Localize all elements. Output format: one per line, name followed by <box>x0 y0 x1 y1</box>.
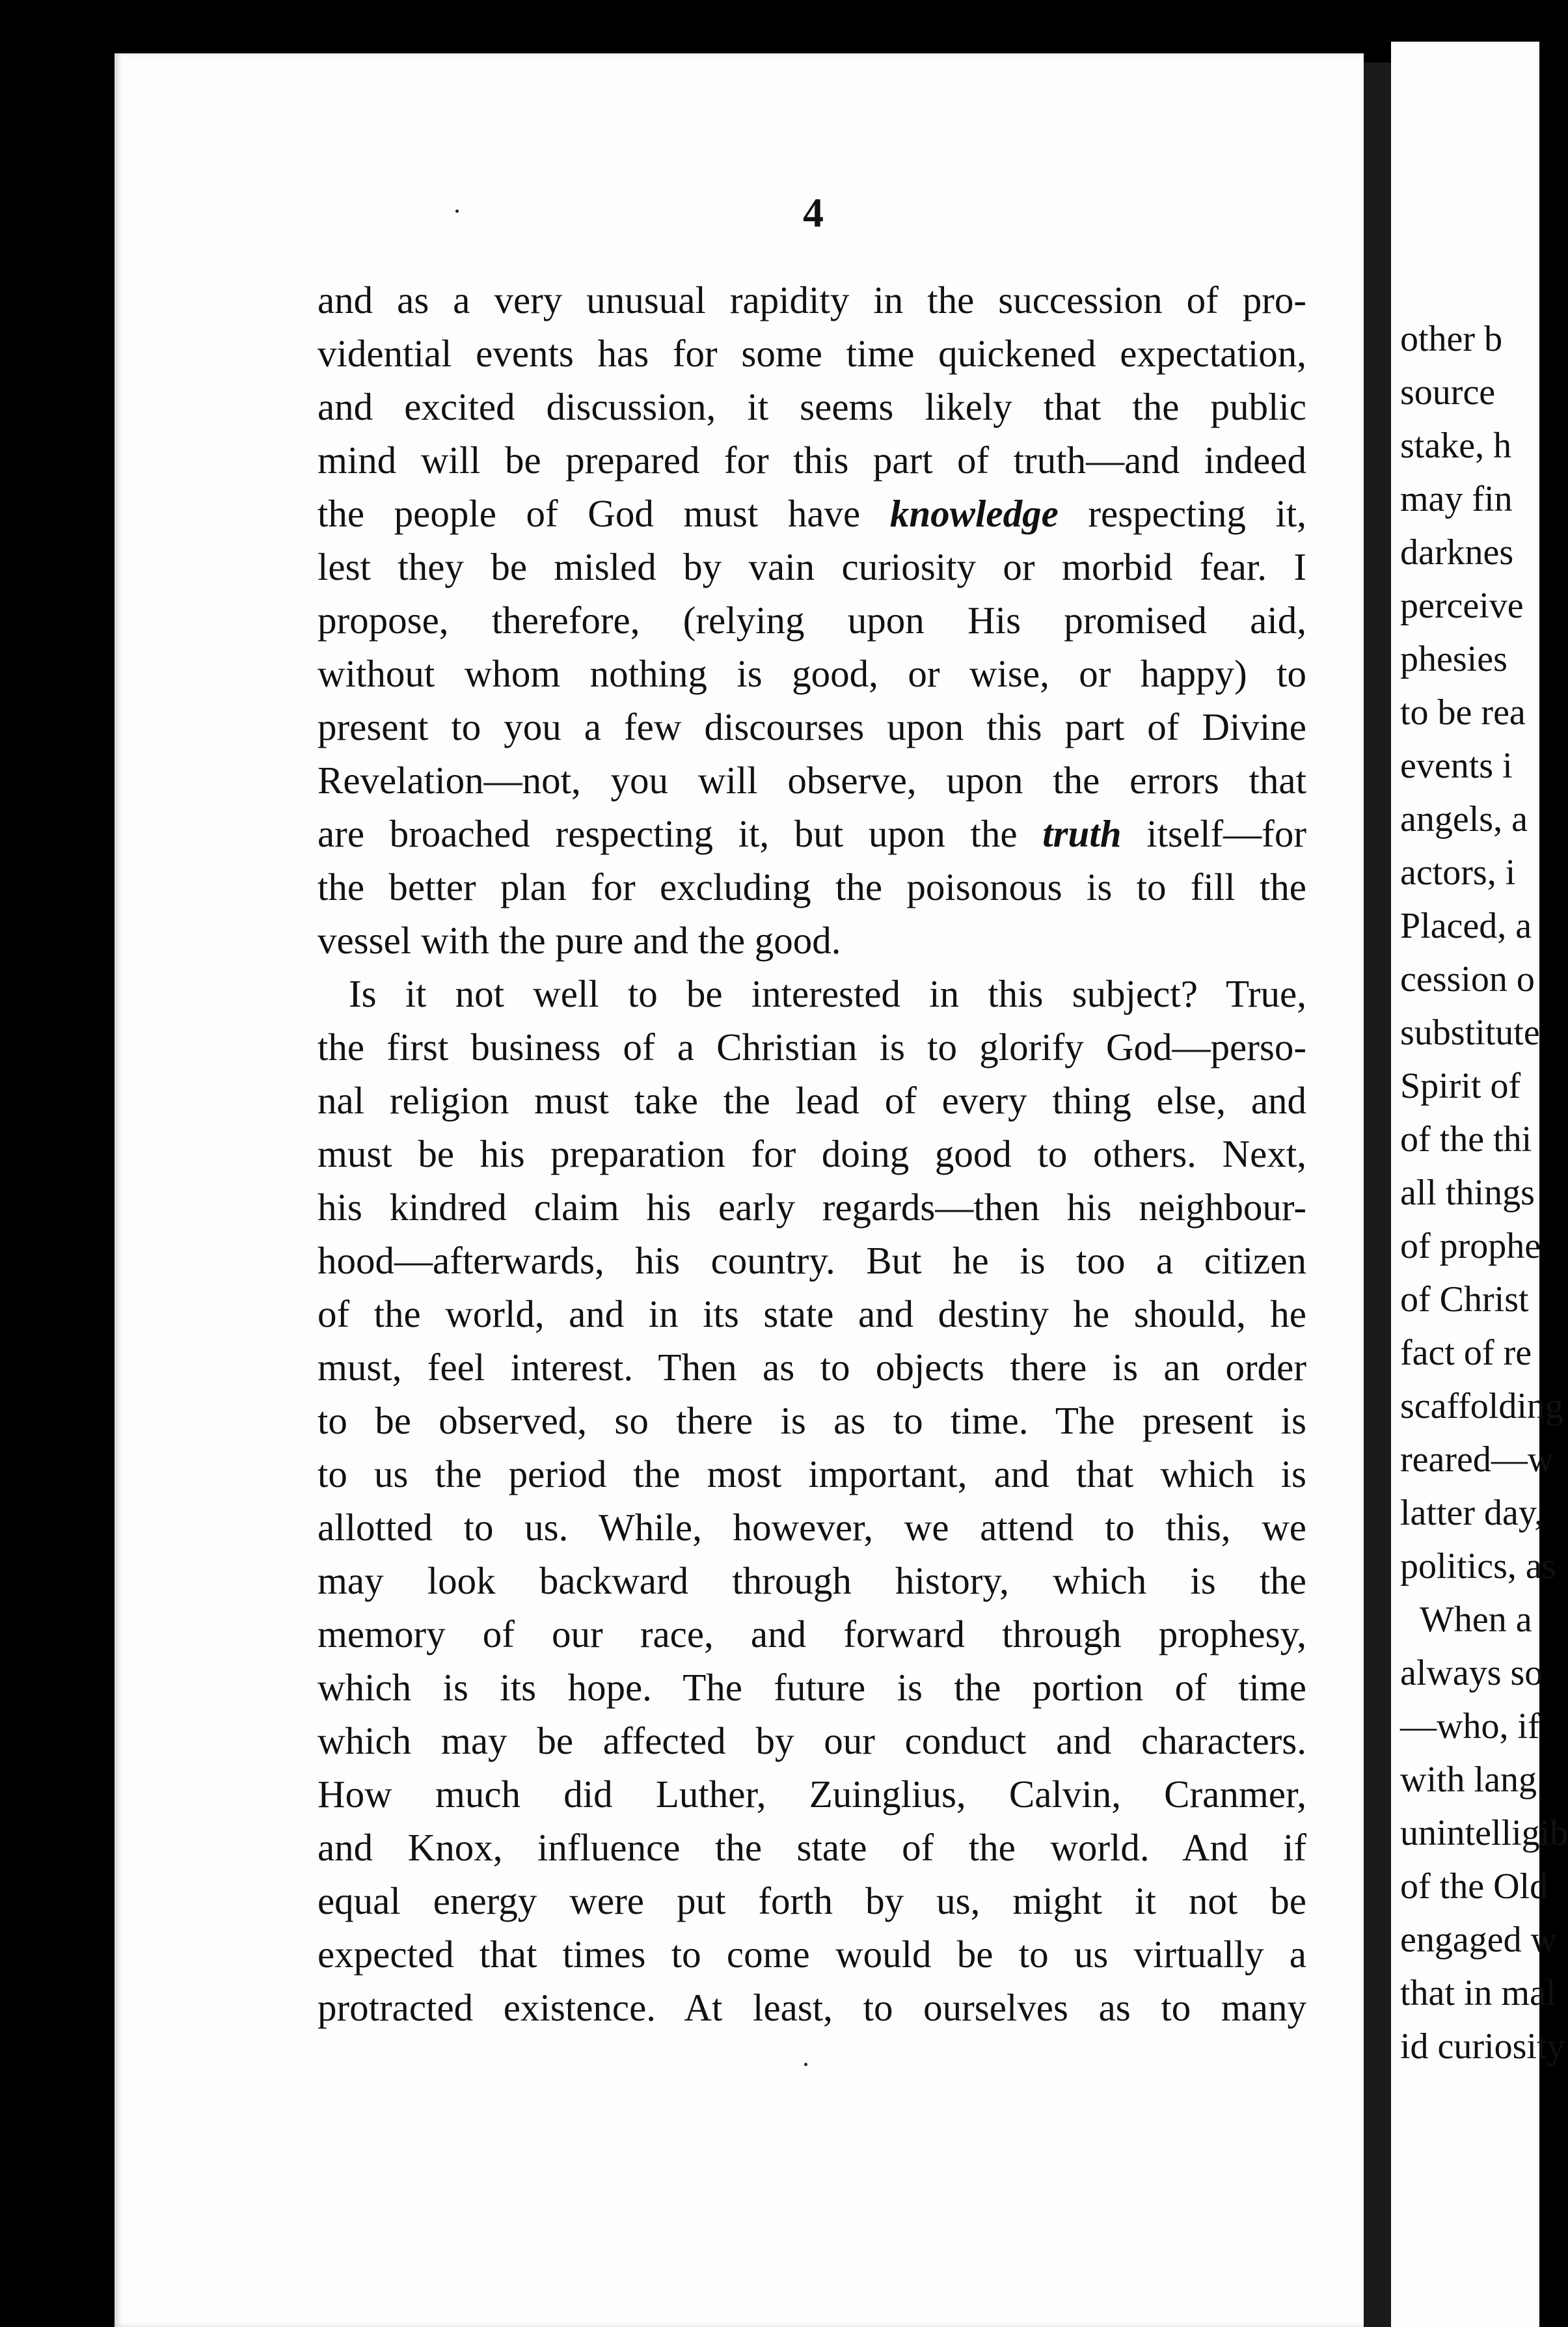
right-page-partial-text <box>1400 312 1568 2073</box>
partial-text-line: all things <box>1400 1173 1535 1213</box>
partial-text-line: perceive <box>1400 586 1524 626</box>
partial-text-line: reared—w <box>1400 1439 1554 1480</box>
partial-text-line: that in mal <box>1400 1973 1556 2013</box>
text-line: and as a very unusual rapidity in the succession of pro- <box>318 279 1306 321</box>
partial-text-line: with lang <box>1400 1760 1537 1800</box>
text-line: may look backward through history, which is the <box>318 1559 1306 1602</box>
partial-text-line: phesies <box>1400 639 1507 679</box>
partial-text-line: to be rea <box>1400 692 1526 733</box>
text-line: protracted existence. At least, to ourselves as to many <box>318 1986 1306 2029</box>
text-line: equal energy were put forth by us, might it not be <box>318 1879 1306 1922</box>
partial-text-line: other b <box>1400 319 1503 359</box>
text-line: Revelation—not, you will observe, upon the errors that <box>318 759 1306 802</box>
text-line: present to you a few discourses upon this part of Divine <box>318 705 1306 748</box>
partial-text-line: unintelligib <box>1400 1813 1568 1853</box>
text-line <box>318 487 1306 540</box>
partial-text-line: stake, h <box>1400 426 1512 466</box>
text-run: the people of God must have <box>318 492 890 535</box>
partial-text-line: actors, i <box>1400 852 1516 893</box>
text-line: the better plan for excluding the poisonous is to fill the <box>318 865 1306 908</box>
text-run: itself—for <box>1121 812 1306 855</box>
partial-text-line: always so <box>1400 1653 1543 1693</box>
text-line <box>318 807 1306 860</box>
text-line: hood—afterwards, his country. But he is too a citizen <box>318 1239 1306 1282</box>
partial-text-line: darknes <box>1400 532 1514 573</box>
emphasized-word: truth <box>1042 812 1122 855</box>
partial-text-line: latter day, <box>1400 1493 1544 1533</box>
text-line: the first business of a Christian is to glorify God—perso- <box>318 1026 1306 1068</box>
ink-speck <box>455 210 459 213</box>
text-line: vessel with the pure and the good. <box>318 919 841 962</box>
text-line: must be his preparation for doing good to others. Next, <box>318 1132 1306 1175</box>
partial-text-line: substitute <box>1400 1013 1540 1053</box>
partial-text-line: events i <box>1400 746 1513 786</box>
text-line: of the world, and in its state and destiny he should, he <box>318 1292 1306 1335</box>
text-line: his kindred claim his early regards—then his neighbour- <box>318 1186 1306 1229</box>
text-line: which may be affected by our conduct and characters. <box>318 1719 1306 1762</box>
partial-text-line: cession o <box>1400 959 1535 1000</box>
text-line: mind will be prepared for this part of truth—and indeed <box>318 439 1306 482</box>
text-line: memory of our race, and forward through prophesy, <box>318 1613 1306 1655</box>
partial-text-line: politics, as <box>1400 1546 1556 1586</box>
book-gutter <box>1364 62 1391 2327</box>
text-line: which is its hope. The future is the portion of time <box>318 1666 1306 1709</box>
partial-text-line: scaffolding <box>1400 1386 1563 1426</box>
text-line: to be observed, so there is as to time. The present is <box>318 1399 1306 1442</box>
text-line: lest they be misled by vain curiosity or morbid fear. I <box>318 545 1306 588</box>
ink-speck <box>804 2063 807 2066</box>
text-line: vidential events has for some time quickened expectation, <box>318 332 1306 375</box>
partial-text-line: may fin <box>1400 479 1513 519</box>
partial-text-line: of the thi <box>1400 1119 1532 1160</box>
partial-text-line: engaged w <box>1400 1920 1558 1960</box>
text-line: without whom nothing is good, or wise, or happy) to <box>318 652 1306 695</box>
partial-text-line: of the Old <box>1400 1866 1548 1907</box>
text-line: and Knox, influence the state of the world. And if <box>318 1826 1306 1869</box>
text-line: must, feel interest. Then as to objects there is an order <box>318 1346 1306 1389</box>
partial-text-line: —who, if <box>1400 1706 1540 1747</box>
text-line: allotted to us. While, however, we attend to this, we <box>318 1506 1306 1549</box>
partial-text-line: source <box>1400 372 1496 413</box>
left-page-body-text <box>318 273 1306 2034</box>
text-line: nal religion must take the lead of every thing else, and <box>318 1079 1306 1122</box>
text-run: are broached respecting it, but upon the <box>318 812 1043 855</box>
partial-text-line: When a <box>1420 1599 1532 1640</box>
partial-text-line: Spirit of <box>1400 1066 1521 1106</box>
partial-text-line: fact of re <box>1400 1333 1532 1373</box>
emphasized-word: knowledge <box>889 492 1059 535</box>
text-run: respecting it, <box>1058 492 1306 535</box>
text-line: propose, therefore, (relying upon His promised aid, <box>318 599 1306 642</box>
text-line: expected that times to come would be to us virtually a <box>318 1933 1306 1976</box>
partial-text-line: Placed, a <box>1400 906 1532 946</box>
partial-text-line: of prophe <box>1400 1226 1541 1266</box>
page-number: 4 <box>803 189 824 236</box>
text-line: Is it not well to be interested in this subject? True, <box>349 972 1306 1015</box>
text-line: to us the period the most important, and that which is <box>318 1452 1306 1495</box>
text-line: and excited discussion, it seems likely that the public <box>318 385 1306 428</box>
text-line: How much did Luther, Zuinglius, Calvin, Cranmer, <box>318 1773 1306 1816</box>
partial-text-line: angels, a <box>1400 799 1528 839</box>
partial-text-line: id curiosity <box>1400 2026 1565 2067</box>
partial-text-line: of Christ <box>1400 1279 1529 1320</box>
